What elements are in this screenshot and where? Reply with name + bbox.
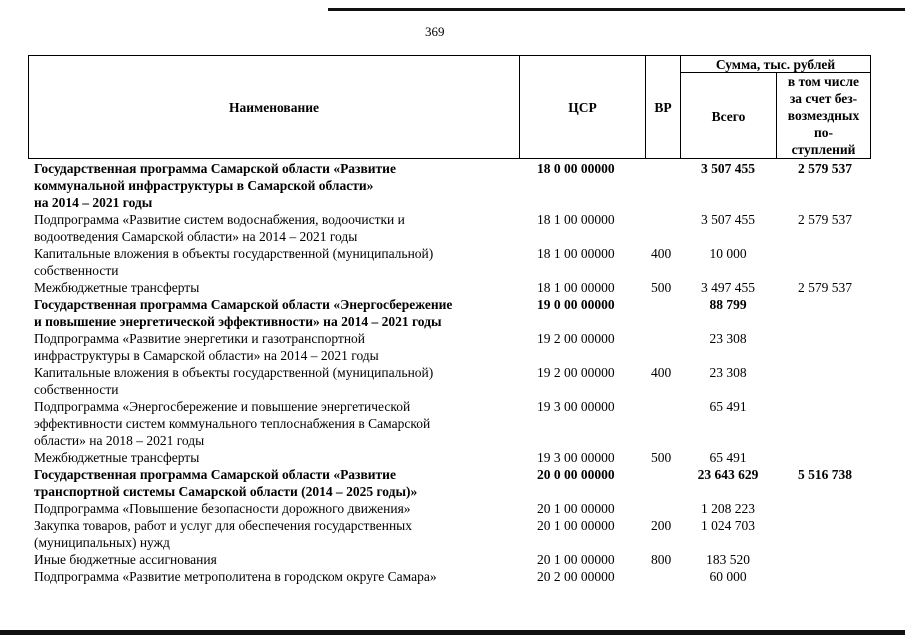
row-total: 3 497 455 xyxy=(701,280,755,295)
row-name-line: инфраструктуры в Самарской области» на 2014 – 2021 годы xyxy=(34,348,379,363)
row-name-line: Подпрограмма «Развитие метрополитена в городском округе Самара» xyxy=(34,569,437,584)
row-name-line: Капитальные вложения в объекты государственной (муниципальной) xyxy=(34,246,434,261)
row-name-line: области» на 2018 – 2021 годы xyxy=(34,433,205,448)
header-free-line-1: в том числе xyxy=(787,74,860,89)
row-name-line: Государственная программа Самарской области «Развитие xyxy=(34,161,396,176)
header-free-line-5: ступлений xyxy=(791,142,856,157)
row-vr: 200 xyxy=(651,518,672,533)
row-name-line: Иные бюджетные ассигнования xyxy=(34,552,217,567)
row-name-line: Закупка товаров, работ и услуг для обеспечения государственных xyxy=(34,518,413,533)
row-name xyxy=(34,296,516,330)
row-free: 2 579 537 xyxy=(798,212,852,227)
row-name-line: собственности xyxy=(34,382,119,397)
row-name-line: Подпрограмма «Развитие систем водоснабжения, водоочистки и xyxy=(34,212,405,227)
top-border-line xyxy=(328,8,905,11)
row-name-line: Межбюджетные трансферты xyxy=(34,280,200,295)
row-csr: 18 1 00 00000 xyxy=(537,212,615,227)
row-name-line: водоотведения Самарской области» на 2014 – 2021 годы xyxy=(34,229,358,244)
row-name-line: Подпрограмма «Повышение безопасности дорожного движения» xyxy=(34,501,411,516)
row-vr: 400 xyxy=(651,365,672,380)
header-free-line-3: возмездных xyxy=(787,108,860,123)
row-name-line: транспортной системы Самарской области (2014 – 2025 годы)» xyxy=(34,484,418,499)
header-sum: Сумма, тыс. рублей xyxy=(715,57,836,72)
page-number: 369 xyxy=(425,24,445,39)
row-csr: 20 1 00 00000 xyxy=(537,518,615,533)
row-name xyxy=(34,517,516,551)
row-name-line: собственности xyxy=(34,263,119,278)
row-name xyxy=(34,568,516,585)
row-vr: 400 xyxy=(651,246,672,261)
header-total: Всего xyxy=(711,109,746,124)
header-csr: ЦСР xyxy=(568,100,597,115)
row-total: 10 000 xyxy=(709,246,747,261)
row-name-line: на 2014 – 2021 годы xyxy=(34,195,153,210)
row-total: 65 491 xyxy=(709,399,747,414)
row-free: 5 516 738 xyxy=(798,467,852,482)
row-total: 1 024 703 xyxy=(701,518,755,533)
row-total: 65 491 xyxy=(709,450,747,465)
row-name xyxy=(34,500,516,517)
row-csr: 20 2 00 00000 xyxy=(537,569,615,584)
row-name xyxy=(34,211,516,245)
row-name xyxy=(34,245,516,279)
row-name xyxy=(34,279,516,296)
row-name xyxy=(34,551,516,568)
row-total: 23 643 629 xyxy=(697,467,759,482)
row-vr: 500 xyxy=(651,280,672,295)
header-name: Наименование xyxy=(229,100,319,115)
header-free xyxy=(776,73,871,158)
row-total: 60 000 xyxy=(709,569,747,584)
row-csr: 19 2 00 00000 xyxy=(537,331,615,346)
row-name-line: коммунальной инфраструктуры в Самарской области» xyxy=(34,178,374,193)
header-free-line-2: за счет без- xyxy=(789,91,858,106)
row-csr: 20 1 00 00000 xyxy=(537,552,615,567)
row-name xyxy=(34,160,516,211)
row-name xyxy=(34,449,516,466)
row-name-line: (муниципальных) нужд xyxy=(34,535,170,550)
row-total: 3 507 455 xyxy=(701,212,755,227)
row-name xyxy=(34,364,516,398)
row-total: 23 308 xyxy=(709,365,747,380)
header-vr: ВР xyxy=(654,100,672,115)
bottom-border-line xyxy=(0,630,905,635)
row-name xyxy=(34,466,516,500)
row-free: 2 579 537 xyxy=(798,280,852,295)
row-vr: 500 xyxy=(651,450,672,465)
row-csr: 19 3 00 00000 xyxy=(537,450,615,465)
row-free: 2 579 537 xyxy=(798,161,852,176)
row-csr: 19 0 00 00000 xyxy=(537,297,615,312)
row-name-line: эффективности систем коммунального теплоснабжения в Самарской xyxy=(34,416,431,431)
row-name-line: Капитальные вложения в объекты государственной (муниципальной) xyxy=(34,365,434,380)
row-csr: 19 3 00 00000 xyxy=(537,399,615,414)
row-csr: 18 0 00 00000 xyxy=(537,161,615,176)
row-name-line: Подпрограмма «Развитие энергетики и газотранспортной xyxy=(34,331,366,346)
row-csr: 19 2 00 00000 xyxy=(537,365,615,380)
row-total: 88 799 xyxy=(709,297,747,312)
row-total: 3 507 455 xyxy=(701,161,755,176)
row-total: 183 520 xyxy=(706,552,750,567)
row-name xyxy=(34,398,516,449)
row-total: 23 308 xyxy=(709,331,747,346)
row-name-line: Подпрограмма «Энергосбережение и повышение энергетической xyxy=(34,399,411,414)
row-name xyxy=(34,330,516,364)
row-vr: 800 xyxy=(651,552,672,567)
row-name-line: Государственная программа Самарской области «Энергосбережение xyxy=(34,297,453,312)
row-name-line: Межбюджетные трансферты xyxy=(34,450,200,465)
row-name-line: и повышение энергетической эффективности» на 2014 – 2021 годы xyxy=(34,314,442,329)
row-total: 1 208 223 xyxy=(701,501,755,516)
row-csr: 18 1 00 00000 xyxy=(537,246,615,261)
row-csr: 20 1 00 00000 xyxy=(537,501,615,516)
row-name-line: Государственная программа Самарской области «Развитие xyxy=(34,467,396,482)
row-csr: 18 1 00 00000 xyxy=(537,280,615,295)
header-free-line-4: по- xyxy=(813,125,834,140)
row-csr: 20 0 00 00000 xyxy=(537,467,615,482)
